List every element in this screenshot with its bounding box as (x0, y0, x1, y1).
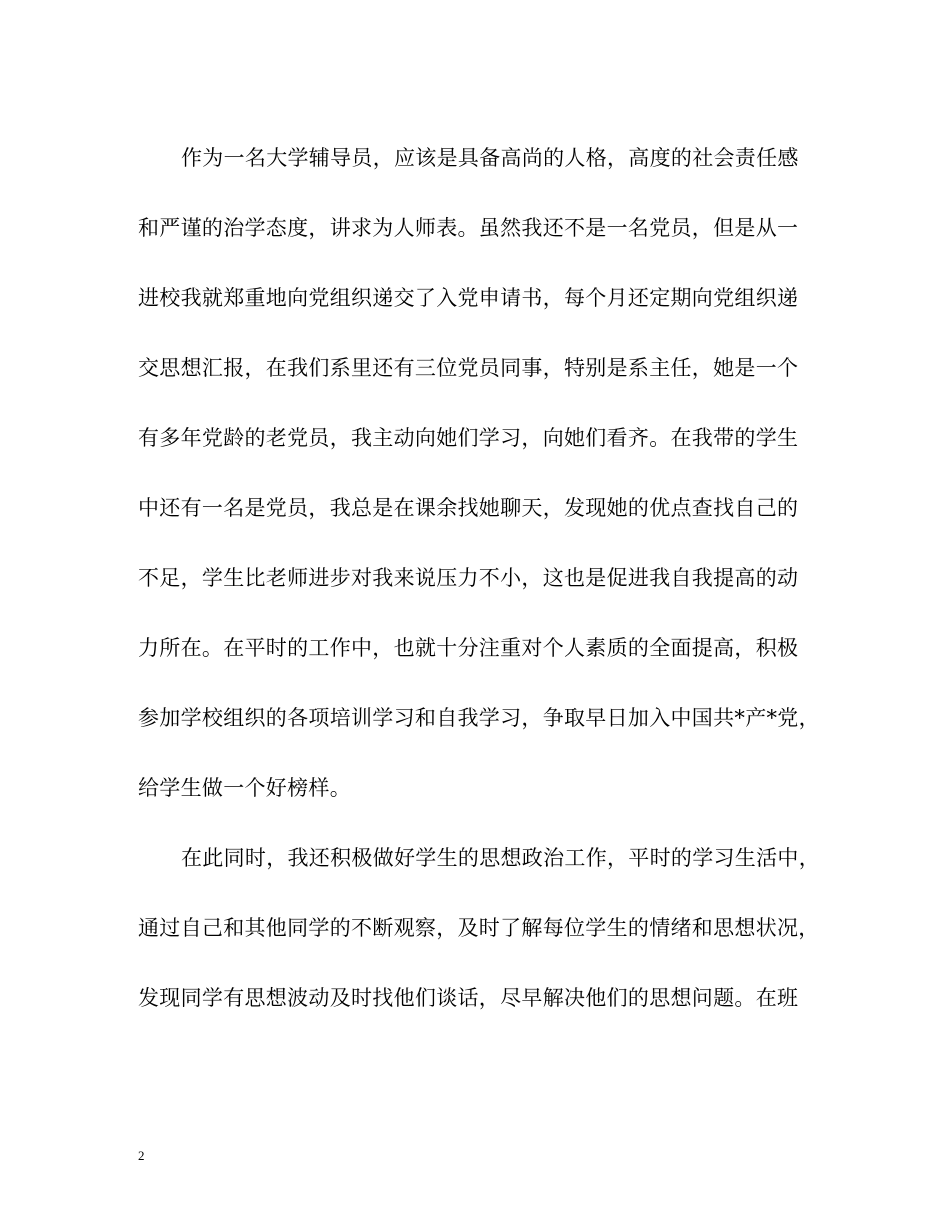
text-line: 在此同时，我还积极做好学生的思想政治工作，平时的学习生活中， (181, 846, 820, 870)
text-line: 给学生做一个好榜样。 (138, 776, 351, 800)
text-line: 中还有一名是党员，我总是在课余找她聊天，发现她的优点查找自己的 (138, 496, 799, 520)
text-line: 发现同学有思想波动及时找他们谈话，尽早解决他们的思想问题。在班 (138, 986, 799, 1010)
text-line: 和严谨的治学态度，讲求为人师表。虽然我还不是一名党员，但是从一 (138, 216, 799, 240)
page-number: 2 (138, 1148, 145, 1163)
text-line: 不足，学生比老师进步对我来说压力不小，这也是促进我自我提高的动 (138, 566, 799, 590)
text-line: 进校我就郑重地向党组织递交了入党申请书，每个月还定期向党组织递 (138, 286, 799, 310)
text-line: 有多年党龄的老党员，我主动向她们学习，向她们看齐。在我带的学生 (138, 426, 799, 450)
text-line: 力所在。在平时的工作中，也就十分注重对个人素质的全面提高，积极 (138, 636, 799, 660)
text-line: 交思想汇报，在我们系里还有三位党员同事，特别是系主任，她是一个 (138, 356, 799, 380)
text-line: 作为一名大学辅导员，应该是具备高尚的人格，高度的社会责任感 (181, 146, 799, 170)
text-line: 参加学校组织的各项培训学习和自我学习，争取早日加入中国共*产*党， (138, 706, 820, 730)
text-line: 通过自己和其他同学的不断观察，及时了解每位学生的情绪和思想状况， (138, 916, 820, 940)
